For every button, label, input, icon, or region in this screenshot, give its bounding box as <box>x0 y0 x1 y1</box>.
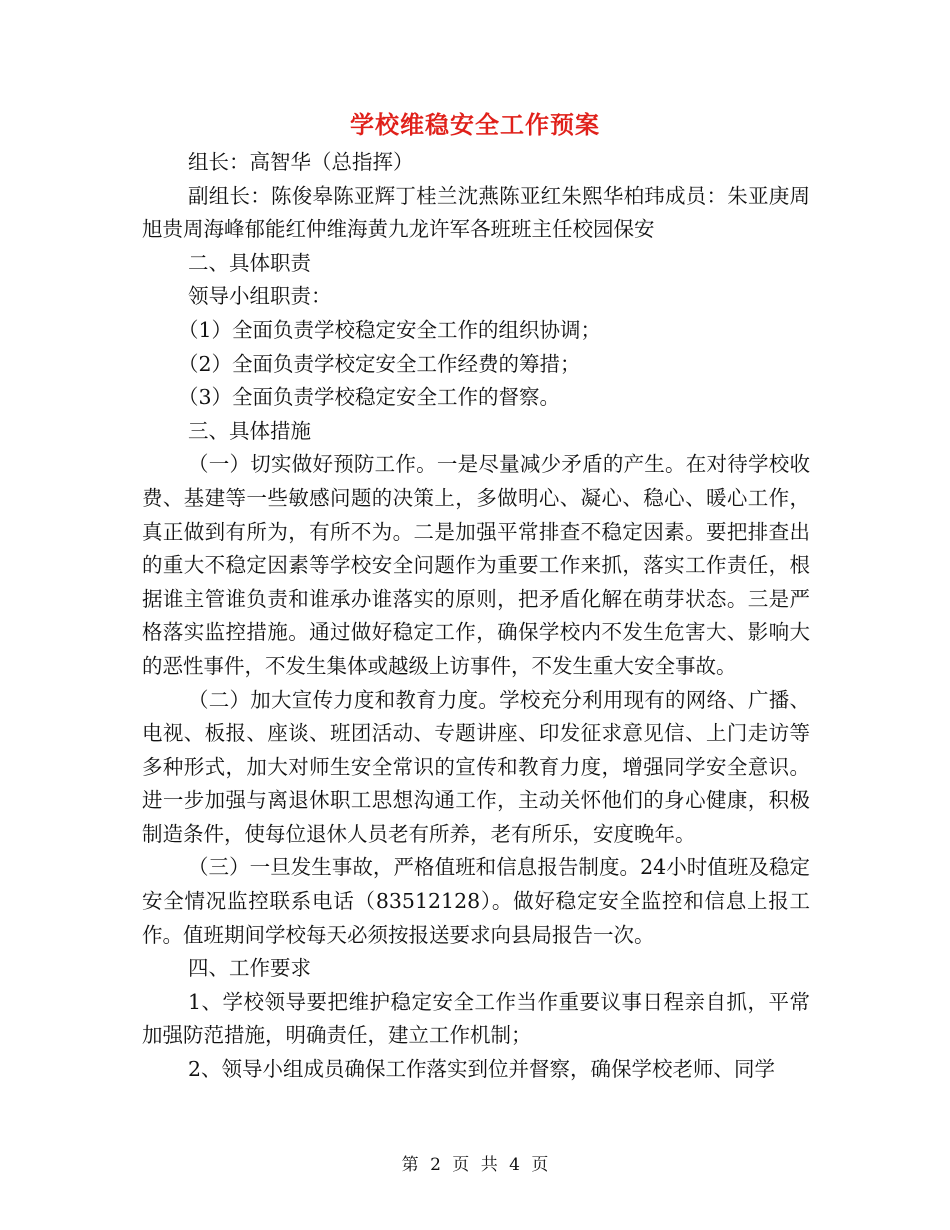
paragraph-deputy-leaders: 副组长：陈俊皋陈亚辉丁桂兰沈燕陈亚红朱熙华柏玮成员：朱亚庚周旭贵周海峰郁能红仲维海黄九龙许军各班班主任校园保安 <box>142 183 810 242</box>
section-heading-requirements: 四、工作要求 <box>188 956 311 981</box>
paragraph-measure-3: （三）一旦发生事故，严格值班和信息报告制度。24小时值班及稳定安全情况监控联系电话（83512128）。做好稳定安全监控和信息上报工作。值班期间学校每天必须按报送要求向县局报告一次。 <box>142 855 810 947</box>
paragraph-measure-2: （二）加大宣传力度和教育力度。学校充分利用现有的网络、广播、电视、板报、座谈、班团活动、专题讲座、印发征求意见信、上门走访等多种形式，加大对师生安全常识的宣传和教育力度，增强同学安全意识。进一步加强与离退休职工思想沟通工作，主动关怀他们的身心健康，积极制造条件，使每位退休人员老有所养，老有所乐，安度晚年。 <box>142 687 810 846</box>
paragraph-group-leader: 组长：高智华（总指挥） <box>188 150 414 174</box>
list-item-duty-1: （1）全面负责学校稳定安全工作的组织协调； <box>178 317 602 342</box>
paragraph-measure-1: （一）切实做好预防工作。一是尽量减少矛盾的产生。在对待学校收费、基建等一些敏感问题的决策上，多做明心、凝心、稳心、暖心工作，真正做到有所为，有所不为。二是加强平常排查不稳定因素。要把排查出的重大不稳定因素等学校安全问题作为重要工作来抓，落实工作责任，根据谁主管谁负责和谁承办谁落实的原则，把矛盾化解在萌芽状态。三是严格落实监控措施。通过做好稳定工作，确保学校内不发生危害大、影响大的恶性事件，不发生集体或越级上访事件，不发生重大安全事故。 <box>142 452 810 678</box>
section-heading-measures: 三、具体措施 <box>188 418 311 443</box>
paragraph-leadership-duties: 领导小组职责： <box>188 284 332 309</box>
page-footer: 第 2 页 共 4 页 <box>401 1155 549 1175</box>
list-item-duty-3: （3）全面负责学校稳定安全工作的督察。 <box>178 385 561 410</box>
document-title: 学校维稳安全工作预案 <box>350 110 600 139</box>
paragraph-requirement-2: 2、领导小组成员确保工作落实到位并督察，确保学校老师、同学 <box>188 1057 776 1082</box>
paragraph-requirement-1: 1、学校领导要把维护稳定安全工作当作重要议事日程亲自抓，平常加强防范措施，明确责任，建立工作机制； <box>142 989 810 1048</box>
section-heading-duties: 二、具体职责 <box>188 250 311 275</box>
list-item-duty-2: （2）全面负责学校定安全工作经费的筹措； <box>178 351 581 376</box>
document-body <box>142 146 810 1087</box>
